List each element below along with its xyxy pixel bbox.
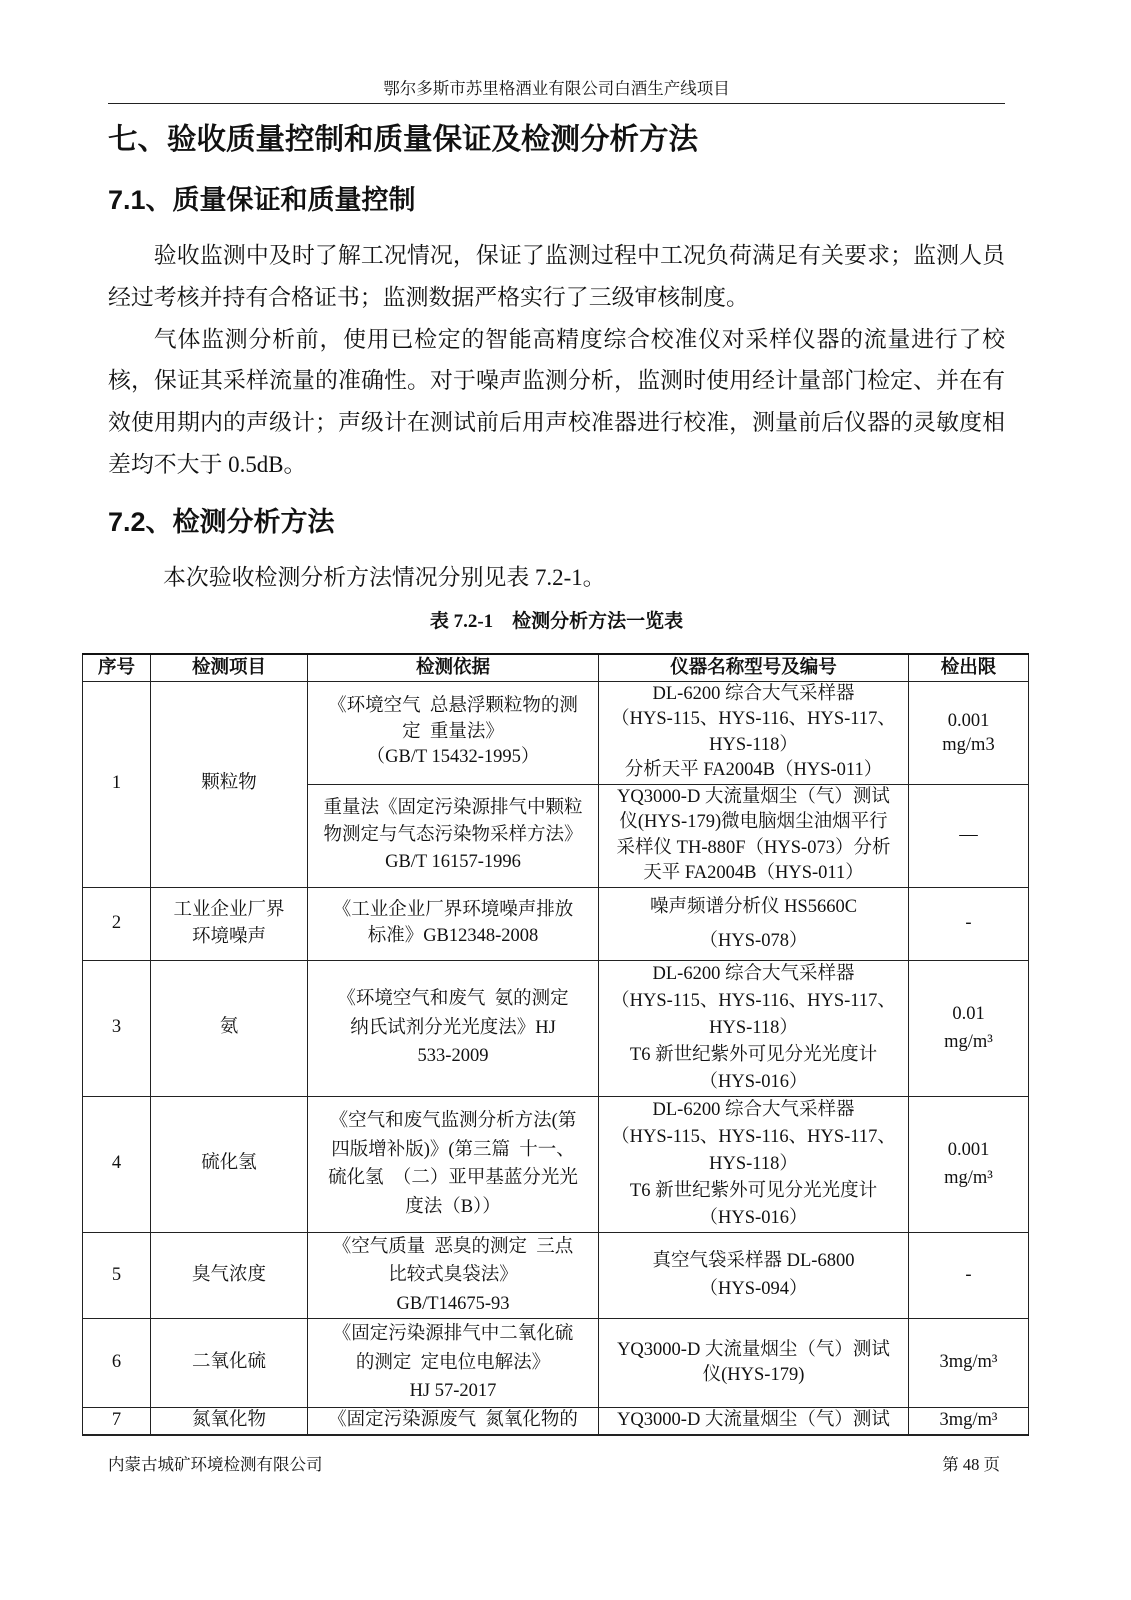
cell-basis: 《空气质量 恶臭的测定 三点 比较式臭袋法》 GB/T14675-93 [308, 1232, 599, 1319]
table-row [83, 1096, 1029, 1232]
cell-no: 1 [83, 681, 151, 887]
cell-basis: 《工业企业厂界环境噪声排放 标准》GB12348-2008 [308, 887, 599, 960]
cell-item: 氨 [151, 960, 308, 1096]
footer-company: 内蒙古城矿环境检测有限公司 [108, 1455, 323, 1474]
cell-item: 颗粒物 [151, 681, 308, 887]
cell-limit: 0.001 mg/m³ [909, 1096, 1029, 1232]
column-header-limit: 检出限 [909, 654, 1029, 681]
section-heading-7-1: 7.1、质量保证和质量控制 [108, 185, 416, 215]
cell-instrument: DL-6200 综合大气采样器 （HYS-115、HYS-116、HYS-117、 HYS-118） 分析天平 FA2004B（HYS-011） [599, 681, 909, 784]
running-header: 鄂尔多斯市苏里格酒业有限公司白酒生产线项目 [383, 79, 730, 98]
cell-instrument: YQ3000-D 大流量烟尘（气）测试 仪(HYS-179)微电脑烟尘油烟平行 采样仪 TH-880F（HYS-073）分析 天平 FA2004B（HYS-011） [599, 784, 909, 887]
cell-no: 5 [83, 1232, 151, 1319]
cell-item: 工业企业厂界 环境噪声 [151, 887, 308, 960]
cell-instrument: 噪声频谱分析仪 HS5660C （HYS-078） [599, 887, 909, 960]
cell-limit: 3mg/m³ [909, 1319, 1029, 1408]
column-header-no: 序号 [83, 654, 151, 681]
cell-limit: - [909, 887, 1029, 960]
cell-limit: 3mg/m³ [909, 1408, 1029, 1435]
cell-item: 氮氧化物 [151, 1408, 308, 1435]
footer-rule [82, 1434, 1028, 1436]
paragraph: 气体监测分析前，使用已检定的智能高精度综合校准仪对采样仪器的流量进行了校核，保证其采样流量的准确性。对于噪声监测分析，监测时使用经计量部门检定、并在有效使用期内的声级计；声级计在测试前后用声校准器进行校准，测量前后仪器的灵敏度相差均不大于 0.5dB。 [108, 326, 1005, 477]
cell-item: 二氧化硫 [151, 1319, 308, 1408]
cell-limit: - [909, 1232, 1029, 1319]
cell-no: 3 [83, 960, 151, 1096]
column-header-basis: 检测依据 [308, 654, 599, 681]
cell-basis: 《固定污染源废气 氮氧化物的 [308, 1408, 599, 1435]
cell-limit: — [909, 784, 1029, 887]
cell-no: 4 [83, 1096, 151, 1232]
cell-no: 6 [83, 1319, 151, 1408]
section-7-2-intro: 本次验收检测分析方法情况分别见表 7.2-1。 [163, 565, 606, 590]
section-7-1-body [108, 235, 1005, 486]
cell-limit: 0.01 mg/m³ [909, 960, 1029, 1096]
methods-table [82, 653, 1029, 1436]
cell-basis: 《固定污染源排气中二氧化硫 的测定 定电位电解法》 HJ 57-2017 [308, 1319, 599, 1408]
cell-basis: 《环境空气和废气 氨的测定 纳氏试剂分光光度法》HJ 533-2009 [308, 960, 599, 1096]
table-row [83, 887, 1029, 960]
cell-instrument: YQ3000-D 大流量烟尘（气）测试 [599, 1408, 909, 1435]
header-rule [108, 103, 1005, 104]
cell-instrument: YQ3000-D 大流量烟尘（气）测试 仪(HYS-179) [599, 1319, 909, 1408]
cell-no: 2 [83, 887, 151, 960]
cell-basis: 《空气和废气监测分析方法(第 四版增补版)》(第三篇 十一、 硫化氢 （二）亚甲基蓝分光光 度法（B）） [308, 1096, 599, 1232]
cell-basis: 重量法《固定污染源排气中颗粒 物测定与气态污染物采样方法》 GB/T 16157-1996 [308, 784, 599, 887]
cell-basis: 《环境空气 总悬浮颗粒物的测 定 重量法》 （GB/T 15432-1995） [308, 681, 599, 784]
cell-limit: 0.001 mg/m3 [909, 681, 1029, 784]
cell-instrument: DL-6200 综合大气采样器 （HYS-115、HYS-116、HYS-117、 HYS-118） T6 新世纪紫外可见分光光度计 （HYS-016） [599, 1096, 909, 1232]
table-caption: 表 7.2-1 检测分析方法一览表 [429, 611, 684, 632]
cell-item: 硫化氢 [151, 1096, 308, 1232]
section-heading-7-2: 7.2、检测分析方法 [108, 507, 335, 537]
paragraph: 验收监测中及时了解工况情况，保证了监测过程中工况负荷满足有关要求；监测人员经过考核并持有合格证书；监测数据严格实行了三级审核制度。 [108, 243, 1005, 310]
table-header-row [83, 654, 1029, 681]
cell-item: 臭气浓度 [151, 1232, 308, 1319]
cell-instrument: DL-6200 综合大气采样器 （HYS-115、HYS-116、HYS-117、 HYS-118） T6 新世纪紫外可见分光光度计 （HYS-016） [599, 960, 909, 1096]
chapter-title: 七、验收质量控制和质量保证及检测分析方法 [108, 123, 699, 156]
table-row [83, 1408, 1029, 1435]
table-row [83, 1232, 1029, 1319]
column-header-item: 检测项目 [151, 654, 308, 681]
column-header-instrument: 仪器名称型号及编号 [599, 654, 909, 681]
cell-no: 7 [83, 1408, 151, 1435]
page-number: 第 48 页 [942, 1455, 1000, 1474]
cell-instrument: 真空气袋采样器 DL-6800 （HYS-094） [599, 1232, 909, 1319]
table-row [83, 681, 1029, 784]
table-row [83, 1319, 1029, 1408]
table-row [83, 960, 1029, 1096]
